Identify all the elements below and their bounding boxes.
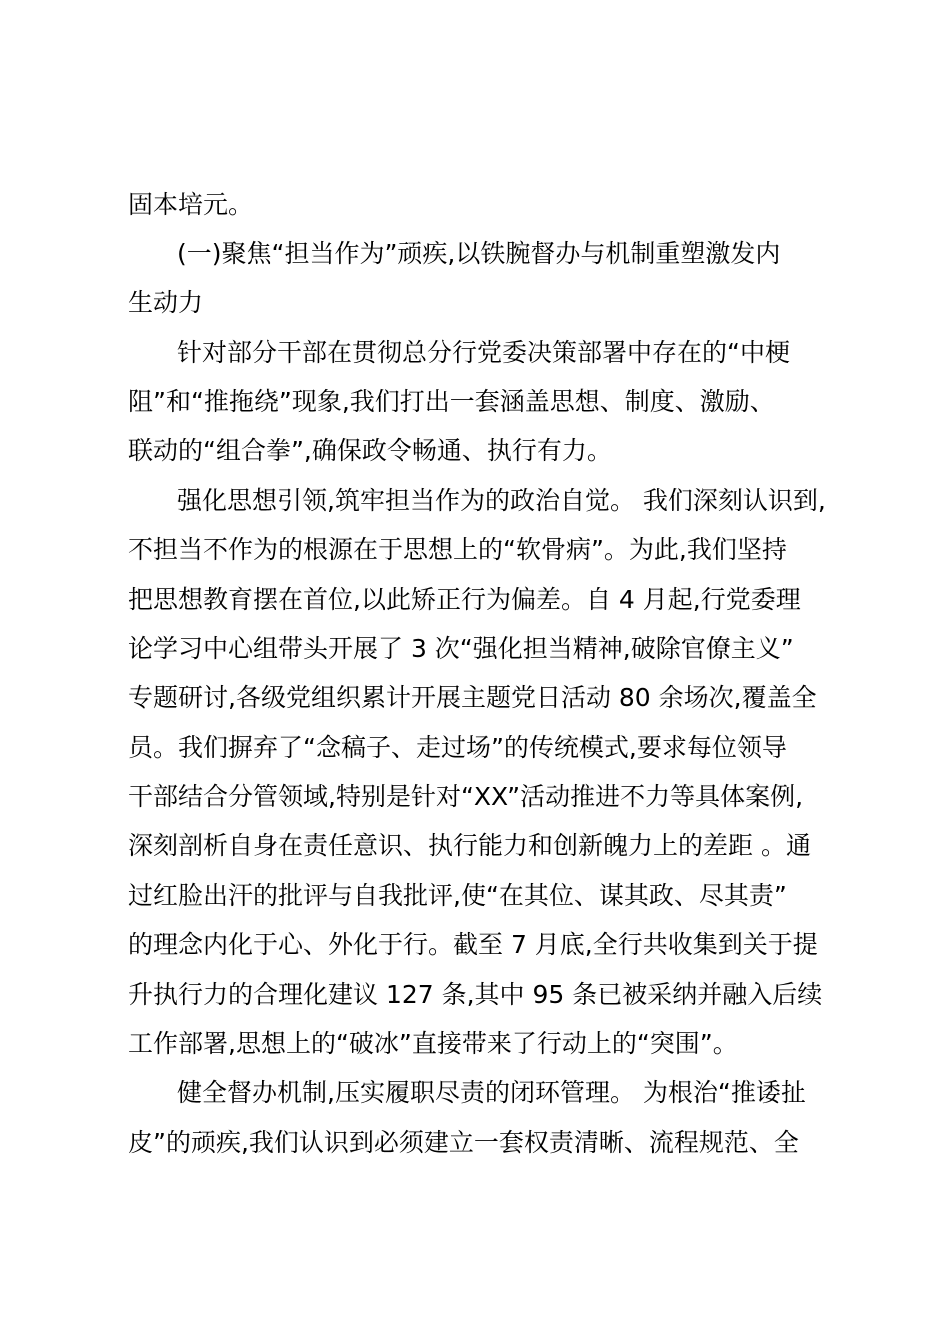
text-line-13: 干部结合分管领域,特别是针对“XX”活动推进不力等具体案例,: [128, 782, 804, 811]
text-line-7: 强化思想引领,筑牢担当作为的政治自觉。 我们深刻认识到,: [177, 486, 826, 515]
text-line-11: 专题研讨,各级党组织累计开展主题党日活动 80 余场次,覆盖全: [128, 683, 817, 712]
text-line-10: 论学习中心组带头开展了 3 次“强化担当精神,破除官僚主义”: [128, 634, 794, 663]
text-line-17: 升执行力的合理化建议 127 条,其中 95 条已被采纳并融入后续: [128, 980, 823, 1009]
text-line-18: 工作部署,思想上的“破冰”直接带来了行动上的“突围”。: [128, 1029, 738, 1058]
text-line-1: 固本培元。: [128, 190, 254, 219]
text-line-20: 皮”的顽疾,我们认识到必须建立一套权责清晰、流程规范、全: [128, 1128, 799, 1157]
text-line-15: 过红脸出汗的批评与自我批评,使“在其位、谋其政、尽其责”: [128, 881, 787, 910]
text-line-14: 深刻剖析自身在责任意识、执行能力和创新魄力上的差距 。通: [128, 831, 811, 860]
text-line-2: (一)聚焦“担当作为”顽疾,以铁腕督办与机制重塑激发内: [177, 239, 781, 268]
text-line-8: 不担当不作为的根源在于思想上的“软骨病”。为此,我们坚持: [128, 535, 787, 564]
text-line-12: 员。我们摒弃了“念稿子、走过场”的传统模式,要求每位领导: [128, 733, 787, 762]
text-line-4: 针对部分干部在贯彻总分行党委决策部署中存在的“中梗: [177, 338, 790, 367]
text-line-9: 把思想教育摆在首位,以此矫正行为偏差。自 4 月起,行党委理: [128, 585, 801, 614]
text-line-19: 健全督办机制,压实履职尽责的闭环管理。 为根治“推诿扯: [177, 1078, 806, 1107]
text-line-3: 生动力: [128, 288, 204, 317]
text-line-16: 的理念内化于心、外化于行。截至 7 月底,全行共收集到关于提: [128, 930, 818, 959]
text-line-5: 阻”和“推拖绕”现象,我们打出一套涵盖思想、制度、激励、: [128, 387, 775, 416]
text-line-6: 联动的“组合拳”,确保政令畅通、执行有力。: [128, 436, 612, 465]
